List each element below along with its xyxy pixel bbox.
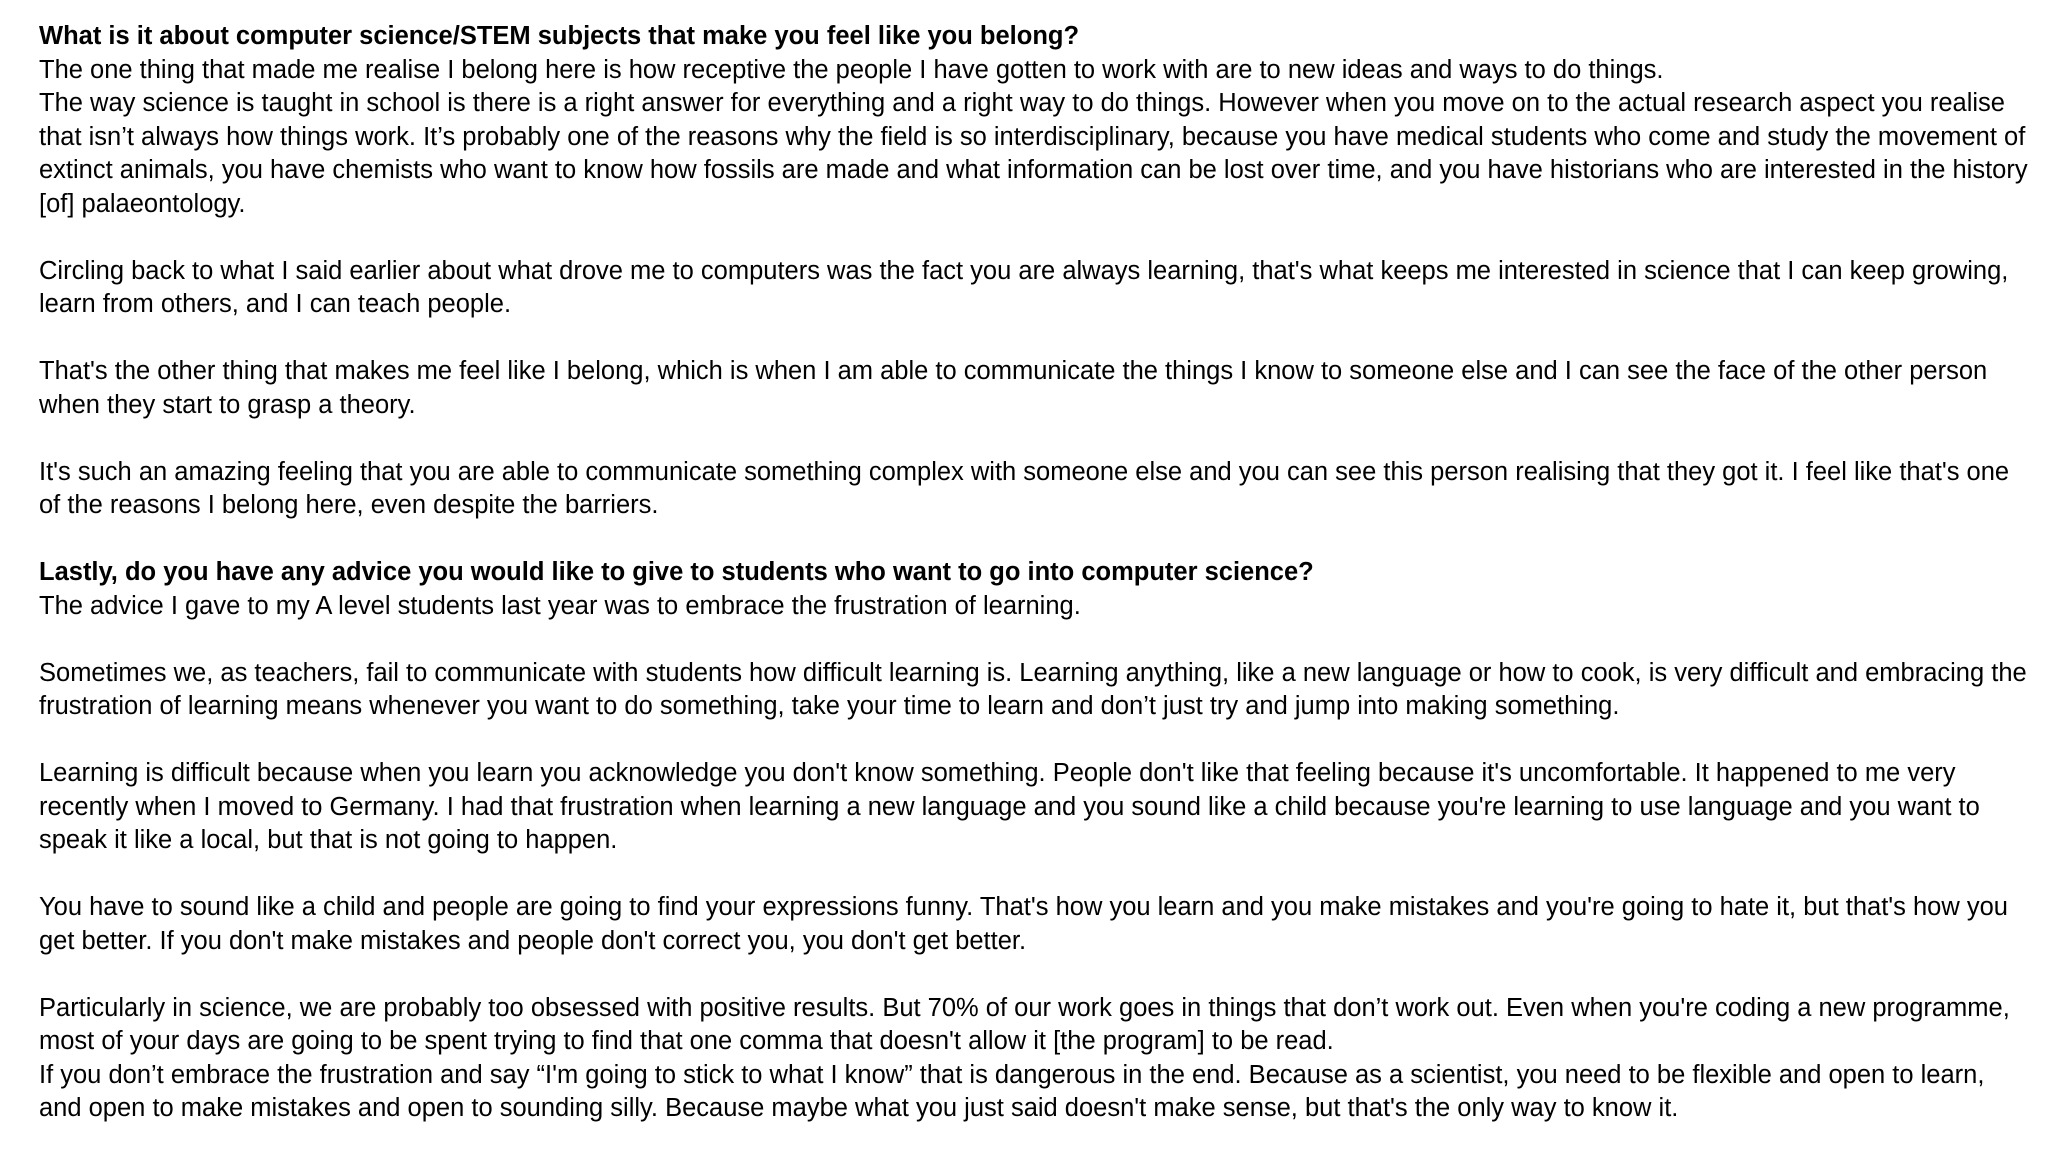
answer-paragraph: The way science is taught in school is there is a right answer for everything and a right way to do things. However when you move on to the actual research aspect you realise that isn’t always how things work. It’s probably one of the reasons why the field is so interdisciplinary, because you have medical students who come and study the movement of extinct animals, you have chemists who want to know how fossils are made and what information can be lost over time, and you have historians who are interested in the history [of] palaeontology. xyxy=(39,89,2028,218)
answer-paragraph: If you don’t embrace the frustration and say “I'm going to stick to what I know” that is dangerous in the end. Because as a scientist, you need to be flexible and open to learn, and open to make mistakes and open to sounding silly. Because maybe what you just said doesn't make sense, but that's the only way to know it. xyxy=(39,1060,1985,1122)
answer-paragraph: You have to sound like a child and people are going to find your expressions funny. That's how you learn and you make mistakes and you're going to hate it, but that's how you get better. If you don't make mistakes and people don't correct you, you don't get better. xyxy=(39,893,2008,955)
answer-paragraph: That's the other thing that makes me feel like I belong, which is when I am able to communicate the things I know to someone else and I can see the face of the other person when they start to grasp a theory. xyxy=(39,357,1988,419)
answer-paragraph: Circling back to what I said earlier about what drove me to computers was the fact you are always learning, that's what keeps me interested in science that I can keep growing, learn from others, and I can teach people. xyxy=(39,256,2009,318)
question-belonging: What is it about computer science/STEM subjects that make you feel like you belong? xyxy=(39,22,1080,50)
answer-paragraph: The one thing that made me realise I belong here is how receptive the people I have gotten to work with are to new ideas and ways to do things. xyxy=(39,55,1664,84)
answer-paragraph: Learning is difficult because when you learn you acknowledge you don't know something. People don't like that feeling because it's uncomfortable. It happened to me very recently when I moved to Germany. I had that frustration when learning a new language and you sound like a child because you're learning to use language and you want to speak it like a local, but that is not going to happen. xyxy=(39,759,1980,854)
answer-paragraph: Particularly in science, we are probably too obsessed with positive results. But 70% of our work goes in things that don’t work out. Even when you're coding a new programme, most of your days are going to be spent trying to find that one comma that doesn't allow it [the program] to be read. xyxy=(39,993,2010,1055)
answer-paragraph: It's such an amazing feeling that you are able to communicate something complex with someone else and you can see this person realising that they got it. I feel like that's one of the reasons I belong here, even despite the barriers. xyxy=(39,457,2010,519)
answer-paragraph: Sometimes we, as teachers, fail to communicate with students how difficult learning is. Learning anything, like a new language or how to cook, is very difficult and embracing the frustration of learning means whenever you want to do something, take your time to learn and don’t just try and jump into making something. xyxy=(39,658,2027,720)
question-advice: Lastly, do you have any advice you would like to give to students who want to go into computer science? xyxy=(39,558,1314,586)
answer-paragraph: The advice I gave to my A level students last year was to embrace the frustration of learning. xyxy=(39,591,1081,620)
interview-document xyxy=(39,20,2029,1126)
